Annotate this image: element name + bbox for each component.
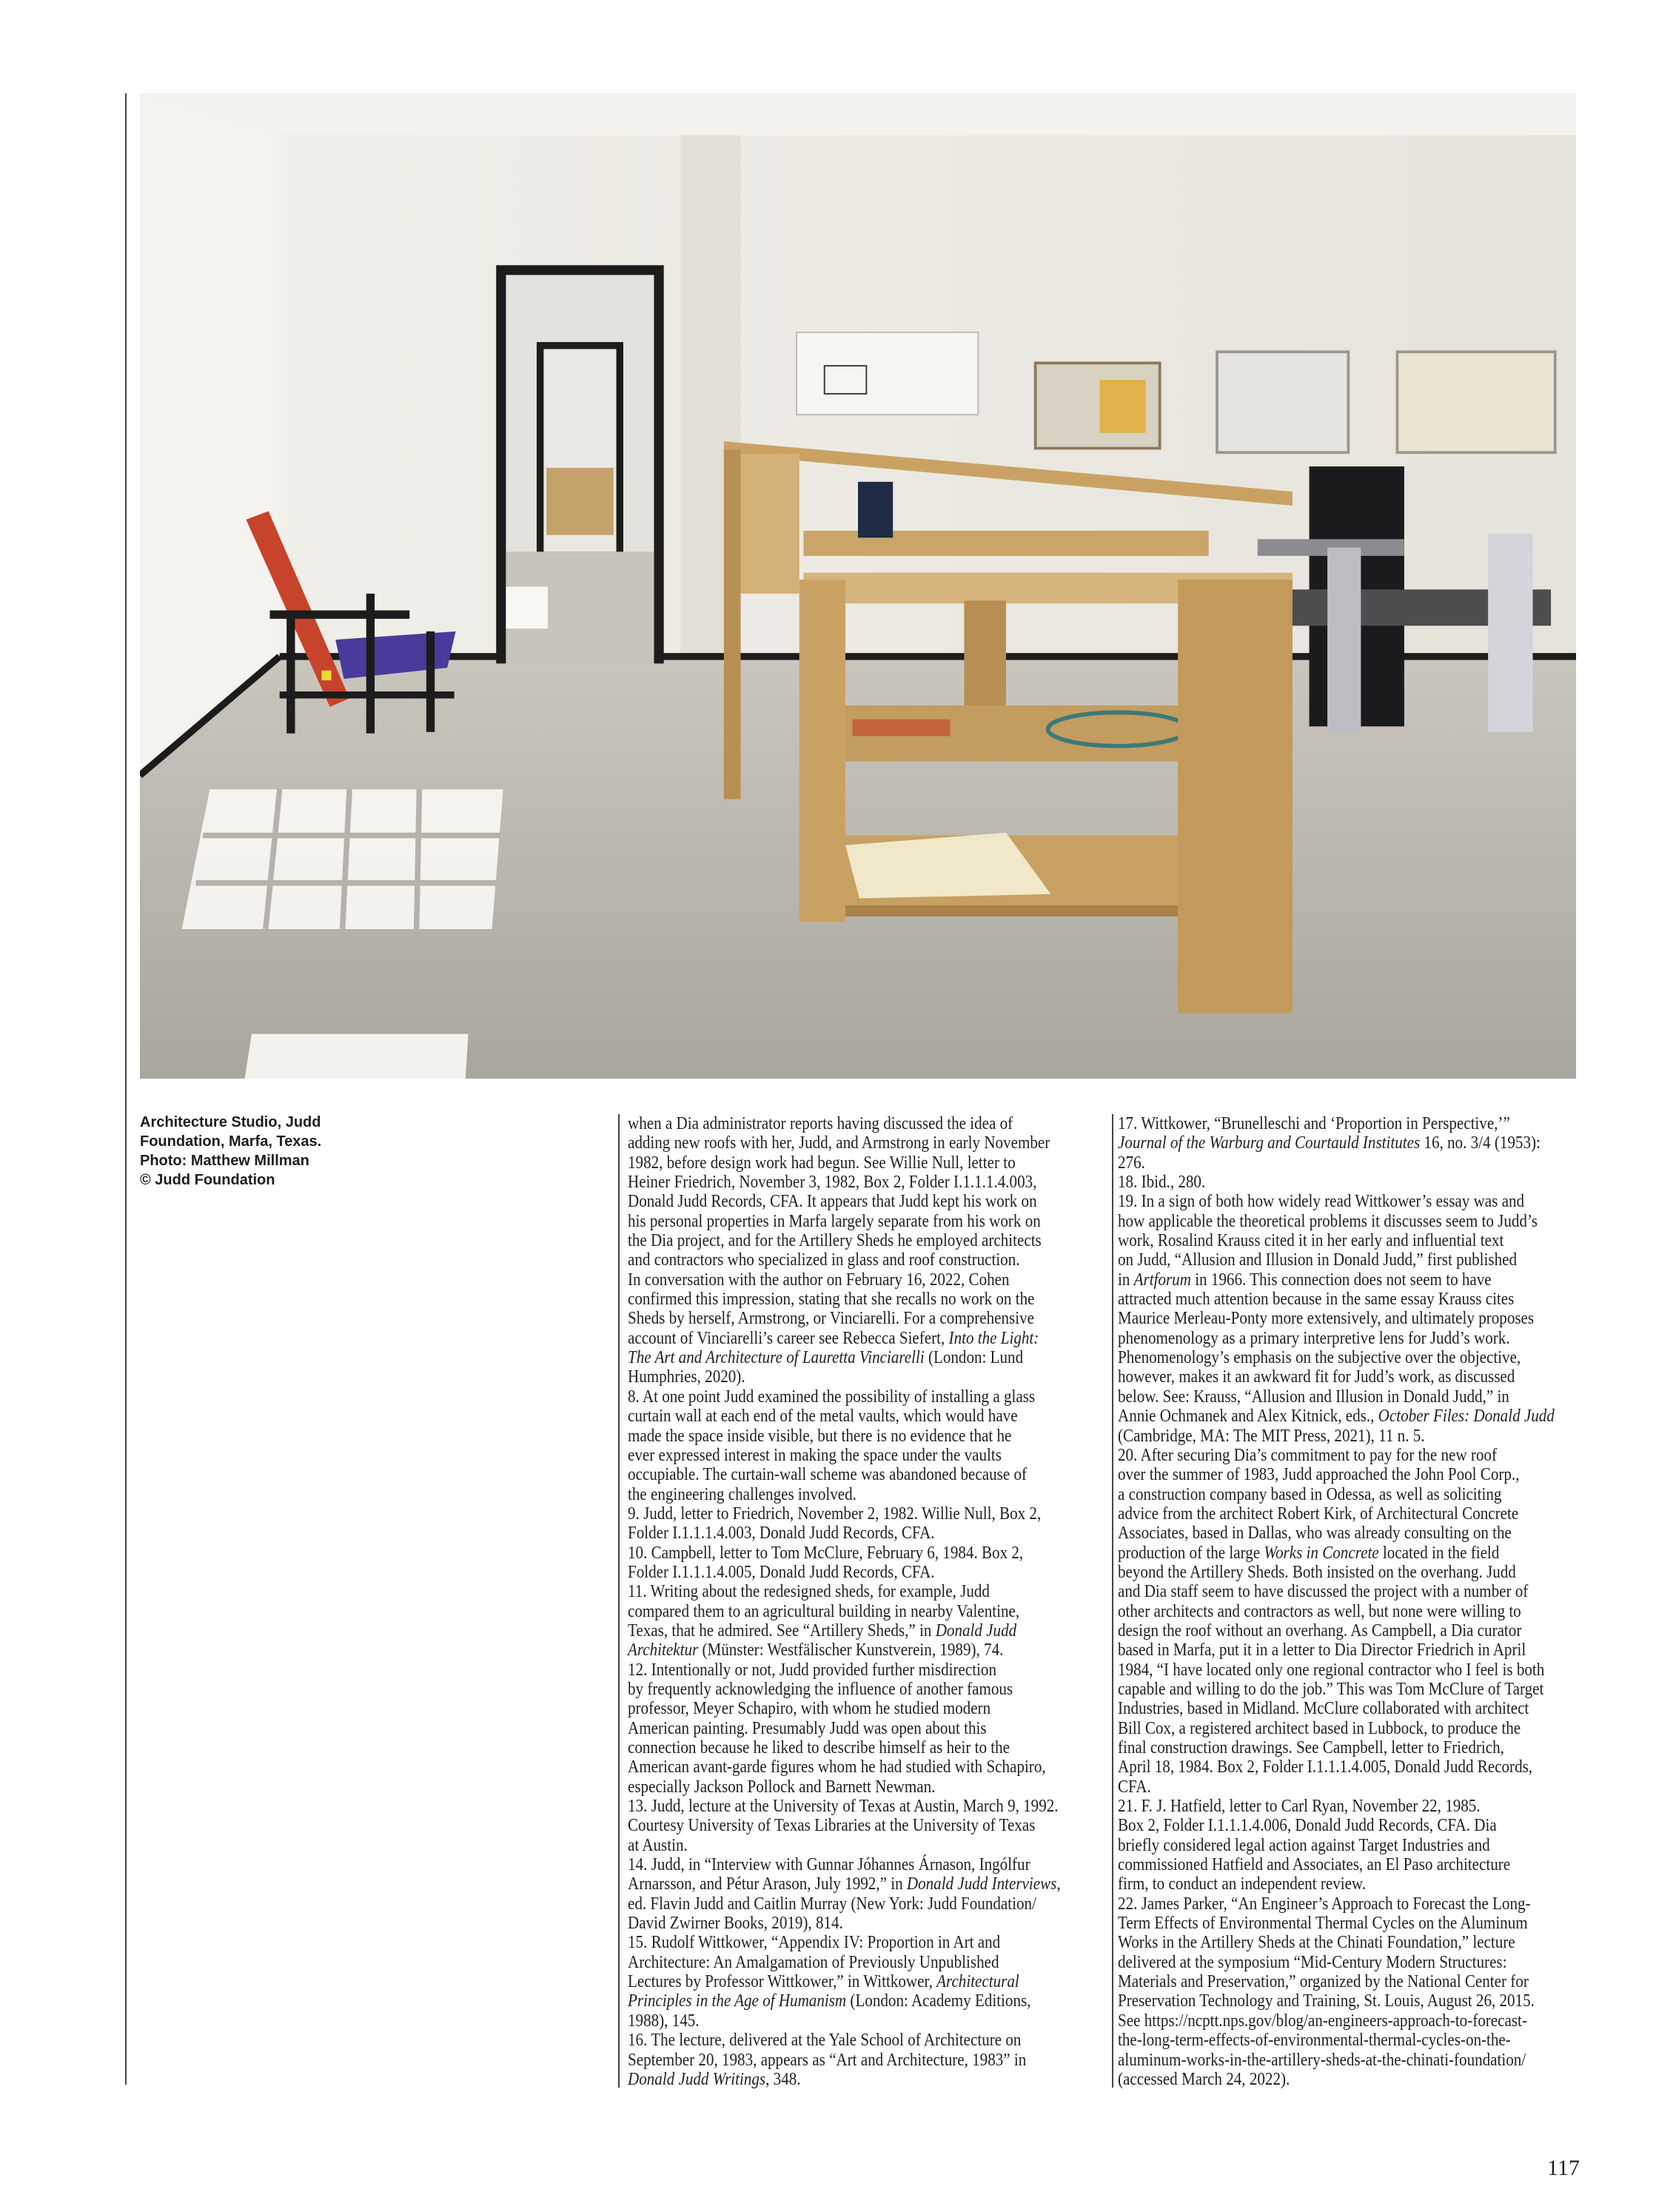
italic-title: Architektur [628,1640,699,1660]
endnote-line: occupiable. The curtain-wall scheme was abandoned because of [628,1464,1028,1485]
endnote-line: ed. Flavin Judd and Caitlin Murray (New York: Judd Foundation/ [628,1893,1036,1914]
endnote-line: 276. [1118,1152,1145,1173]
column-rule-3 [1112,1114,1113,2088]
endnote-line: Preservation Technology and Training, St. Louis, August 26, 2015. [1118,1991,1535,2011]
italic-title: Donald Judd [935,1620,1017,1640]
endnote-line: 8. At one point Judd examined the possibility of installing a glass [628,1386,1036,1407]
endnote-line: 22. James Parker, “An Engineer’s Approach to Forecast the Long- [1118,1893,1531,1914]
endnote-line [628,1991,1035,2011]
endnote-line: and contractors who specialized in glass and roof construction. [628,1250,1020,1270]
endnote-line [1118,1406,1555,1427]
endnote-line [628,1348,1035,1367]
text-segment: in 1966. This connection does not seem to have [1190,1269,1492,1290]
endnote-line: a construction company based in Odessa, as well as soliciting [1118,1484,1502,1504]
endnote-line: (accessed March 24, 2022). [1118,2068,1290,2089]
endnote-line: Associates, based in Dallas, who was already consulting on the [1118,1523,1512,1544]
italic-title: Into the Light: [948,1327,1039,1348]
endnote-line: In conversation with the author on February 16, 2022, Cohen [628,1269,1010,1290]
endnote-line: however, makes it an awkward fit for Judd’s work, as discussed [1118,1367,1515,1387]
endnote-line: final construction drawings. See Campbell, letter to Friedrich, [1118,1737,1504,1757]
column-rule-2 [618,1114,620,2088]
endnote-line: Courtesy University of Texas Libraries at the University of Texas [628,1815,1036,1836]
text-segment: Lectures by Professor Wittkower,” in Wittkower, [628,1971,937,1992]
endnote-line: especially Jackson Pollock and Barnett Newman. [628,1776,936,1797]
endnote-line: September 20, 1983, appears as “Art and Architecture, 1983” in [628,2049,1027,2070]
endnote-line: American avant-garde figures whom he had studied with Schapiro, [628,1757,1046,1777]
endnote-line: the engineering challenges involved. [628,1484,857,1504]
endnote-line [628,1621,1035,1640]
endnote-line: professor, Meyer Schapiro, with whom he studied modern [628,1698,991,1719]
endnote-line: firm, to conduct an independent review. [1118,1874,1367,1894]
endnote-line: David Zwirner Books, 2019), 814. [628,1913,843,1934]
italic-title: The Art and Architecture of Lauretta Vinciarelli [628,1347,925,1368]
endnote-line: 16. The lecture, delivered at the Yale School of Architecture on [628,2030,1022,2051]
endnote-line: 18. Ibid., 280. [1118,1172,1206,1193]
endnote-line: advice from the architect Robert Kirk, of Architectural Concrete [1118,1503,1519,1524]
caption-line: Architecture Studio, Judd [140,1114,321,1130]
endnote-line: attracted much attention because in the same essay Krauss cites [1118,1289,1515,1310]
endnote-line: design the roof without an overhang. As Campbell, a Dia curator [1118,1620,1522,1640]
endnote-line: ever expressed interest in making the space under the vaults [628,1444,1002,1465]
endnote-line [628,1972,1035,1991]
endnote-line: when a Dia administrator reports having discussed the idea of [628,1113,1013,1133]
text-segment: located in the field [1378,1542,1500,1563]
endnotes-column-2 [1118,1114,1592,2089]
text-segment: Annie Ochmanek and Alex Kitnick, eds., [1118,1406,1378,1427]
text-segment: account of Vinciarelli’s career see Rebecca Siefert, [628,1327,949,1348]
endnote-line: confirmed this impression, stating that she recalls no work on the [628,1289,1035,1310]
endnote-line: below. See: Krauss, “Allusion and Illusion in Donald Judd,” in [1118,1386,1509,1407]
architecture-studio-photo [140,93,1576,1079]
caption-line: Foundation, Marfa, Texas. [140,1133,322,1150]
endnotes-column-1 [628,1114,1102,2089]
photo-caption [140,1113,451,1190]
endnote-line: Phenomenology’s emphasis on the subjective over the objective, [1118,1347,1521,1368]
italic-title: Journal of the Warburg and Courtauld Institutes [1118,1133,1421,1153]
endnote-line: 1988), 145. [628,2010,700,2031]
italic-title: Donald Judd Interviews [906,1874,1057,1894]
endnote-line: commissioned Hatfield and Associates, an El Paso architecture [1118,1854,1511,1875]
endnote-line: Term Effects of Environmental Thermal Cycles on the Aluminum [1118,1913,1528,1934]
endnote-line: 20. After securing Dia’s commitment to pay for the new roof [1118,1444,1497,1465]
endnote-line: (Cambridge, MA: The MIT Press, 2021), 11 n. 5. [1118,1425,1425,1446]
endnote-line: Donald Judd Records, CFA. It appears that Judd kept his work on [628,1191,1037,1212]
endnote-line: 19. In a sign of both how widely read Wittkower’s essay was and [1118,1191,1525,1212]
endnote-line: beyond the Artillery Sheds. Both insisted on the overhang. Judd [1118,1561,1516,1582]
endnote-line: phenomenology as a primary interpretive lens for Judd’s work. [1118,1327,1510,1348]
endnote-line [1118,1544,1525,1563]
endnote-line: adding new roofs with her, Judd, and Armstrong in early November [628,1133,1050,1153]
endnote-line: American painting. Presumably Judd was open about this [628,1717,987,1738]
endnote-line: Box 2, Folder I.1.1.1.4.006, Donald Judd Records, CFA. Dia [1118,1815,1497,1836]
italic-title: Donald Judd Writings [628,2068,766,2089]
endnote-line [1118,1133,1541,1153]
endnote-line: at Austin. [628,1834,688,1855]
endnote-line: 1984, “I have located only one regional contractor who I feel is both [1118,1659,1545,1680]
left-column-rule [125,93,127,2085]
endnote-line: Industries, based in Midland. McClure collaborated with architect [1118,1698,1529,1719]
endnote-line: compared them to an agricultural building in nearby Valentine, [628,1601,1020,1621]
endnote-line: Materials and Preservation,” organized by the National Center for [1118,1971,1529,1992]
endnote-line: the-long-term-effects-of-environmental-thermal-cycles-on-the- [1118,2030,1511,2051]
endnote-line: on Judd, “Allusion and Illusion in Donald Judd,” first published [1118,1250,1518,1270]
endnote-line: briefly considered legal action against Target Industries and [1118,1834,1490,1855]
text-segment: , 348. [765,2068,801,2089]
endnote-line [628,1640,1035,1660]
italic-title: Works in Concrete [1264,1542,1379,1563]
endnote-line: Bill Cox, a registered architect based in Lubbock, to produce the [1118,1717,1521,1738]
endnote-line: Sheds by herself, Armstrong, or Vinciarelli. For a comprehensive [628,1308,1034,1329]
endnote-line: Folder I.1.1.1.4.003, Donald Judd Records, CFA. [628,1523,935,1544]
endnote-line: capable and willing to do the job.” This was Tom McClure of Target [1118,1678,1544,1699]
endnote-line: connection because he liked to describe himself as heir to the [628,1737,1010,1757]
endnote-line [628,1327,1039,1348]
endnote-line: how applicable the theoretical problems it discusses seem to Judd’s [1118,1210,1538,1231]
endnote-line: by frequently acknowledging the influence of another famous [628,1678,1013,1699]
endnote-line: 1982, before design work had begun. See Willie Null, letter to [628,1152,1016,1173]
endnote-line: 13. Judd, lecture at the University of Texas at Austin, March 9, 1992. [628,1796,1059,1817]
endnote-line [628,1874,1061,1894]
text-segment: Texas, that he admired. See “Artillery Sheds,” in [628,1620,936,1640]
endnote-line: based in Marfa, put it in a letter to Dia Director Friedrich in April [1118,1640,1526,1660]
endnote-line: 17. Wittkower, “Brunelleschi and ‘Proportion in Perspective,’” [1118,1113,1510,1133]
text-segment: production of the large [1118,1542,1264,1563]
caption-line: Photo: Matthew Millman [140,1153,309,1169]
endnote-line: 11. Writing about the redesigned sheds, for example, Judd [628,1581,990,1602]
endnote-line: Humphries, 2020). [628,1367,745,1387]
text-segment: (Münster: Westfälischer Kunstverein, 1989), 74. [698,1640,1004,1660]
italic-title: Artforum [1133,1269,1191,1290]
endnote-line: Works in the Artillery Sheds at the Chinati Foundation,” lecture [1118,1932,1515,1953]
endnote-line [628,2070,1035,2089]
text-segment: (London: Lund [924,1347,1024,1368]
endnote-line: made the space inside visible, but there is no evidence that he [628,1425,1012,1446]
page-number: 117 [1547,2156,1580,2180]
endnote-line: Architecture: An Amalgamation of Previously Unpublished [628,1951,999,1972]
italic-title: Principles in the Age of Humanism [628,1991,847,2011]
text-segment: 16, no. 3/4 (1953): [1420,1133,1541,1153]
text-segment: Arnarsson, and Pétur Arason, July 1992,” in [628,1874,907,1894]
endnote-line: aluminum-works-in-the-artillery-sheds-at-the-chinati-foundation/ [1118,2049,1526,2070]
endnote-line: and Dia staff seem to have discussed the project with a number of [1118,1581,1529,1602]
endnote-line: the Dia project, and for the Artillery Sheds he employed architects [628,1230,1042,1251]
italic-title: October Files: Donald Judd [1378,1406,1555,1427]
text-segment: (London: Academy Editions, [846,1991,1031,2011]
endnote-line: his personal properties in Marfa largely separate from his work on [628,1210,1041,1231]
endnote-line: 9. Judd, letter to Friedrich, November 2, 1982. Willie Null, Box 2, [628,1503,1042,1524]
endnote-line: work, Rosalind Krauss cited it in her early and influential text [1118,1230,1504,1251]
endnote-line: 12. Intentionally or not, Judd provided further misdirection [628,1659,996,1680]
endnote-line: Heiner Friedrich, November 3, 1982, Box 2, Folder I.1.1.1.4.003, [628,1172,1037,1193]
endnote-line: 14. Judd, in “Interview with Gunnar Jóhannes Árnason, Ingólfur [628,1854,1030,1875]
endnote-line: Folder I.1.1.1.4.005, Donald Judd Records, CFA. [628,1561,935,1582]
endnote-line: over the summer of 1983, Judd approached the John Pool Corp., [1118,1464,1520,1485]
endnote-line [1118,1270,1525,1290]
italic-title: Architectural [936,1971,1019,1992]
endnote-line: 15. Rudolf Wittkower, “Appendix IV: Proportion in Art and [628,1932,1001,1953]
text-segment: , [1056,1874,1061,1894]
endnote-line: 21. F. J. Hatfield, letter to Carl Ryan, November 22, 1985. [1118,1796,1481,1817]
text-segment: in [1118,1269,1134,1290]
endnote-line: 10. Campbell, letter to Tom McClure, February 6, 1984. Box 2, [628,1542,1024,1563]
endnote-line: April 18, 1984. Box 2, Folder I.1.1.1.4.005, Donald Judd Records, [1118,1757,1533,1777]
caption-line: © Judd Foundation [140,1172,275,1188]
endnote-line: other architects and contractors as well, but none were willing to [1118,1601,1521,1621]
endnote-line: delivered at the symposium “Mid-Century Modern Structures: [1118,1951,1507,1972]
endnote-line: See https://ncptt.nps.gov/blog/an-engineers-approach-to-forecast- [1118,2010,1527,2031]
endnote-line: CFA. [1118,1776,1151,1797]
endnote-line: Maurice Merleau-Ponty more extensively, and ultimately proposes [1118,1308,1535,1329]
endnote-line: curtain wall at each end of the metal vaults, which would have [628,1406,1018,1427]
